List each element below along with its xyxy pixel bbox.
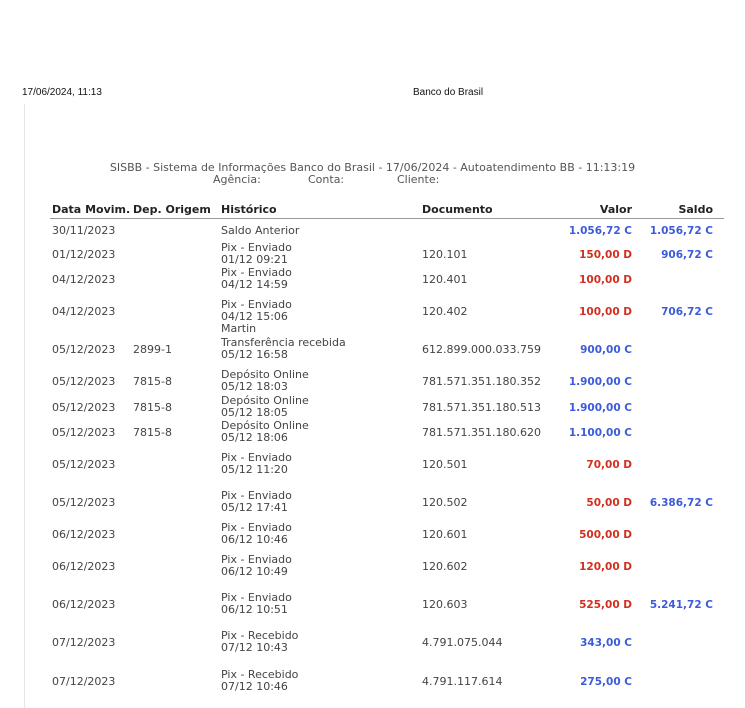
- cell-history-line: Pix - Enviado: [221, 489, 292, 502]
- cell-history-line: 07/12 10:46: [221, 680, 288, 693]
- cell-date: 06/12/2023: [52, 598, 116, 611]
- cell-document: 120.603: [422, 598, 468, 611]
- cell-history-line: Pix - Enviado: [221, 298, 292, 311]
- cell-date: 01/12/2023: [52, 248, 116, 261]
- cell-history-line: 06/12 10:49: [221, 565, 288, 578]
- cell-value: 150,00 D: [579, 249, 632, 261]
- cell-value: 1.900,00 C: [568, 376, 632, 388]
- cell-value: 70,00 D: [586, 459, 632, 471]
- cell-value: 275,00 C: [580, 676, 632, 688]
- cell-value: 1.100,00 C: [568, 427, 632, 439]
- cell-origin: 2899-1: [133, 343, 172, 356]
- cell-value: 500,00 D: [579, 529, 632, 541]
- cell-document: 120.601: [422, 528, 468, 541]
- cell-date: 30/11/2023: [52, 224, 116, 237]
- cell-balance: 906,72 C: [661, 249, 713, 261]
- col-header-balance: Saldo: [678, 203, 713, 216]
- cell-history-line: Depósito Online: [221, 394, 309, 407]
- cell-document: 612.899.000.033.759: [422, 343, 541, 356]
- col-header-value: Valor: [599, 203, 632, 216]
- cell-value: 1.056,72 C: [568, 225, 632, 237]
- cell-history-line: Saldo Anterior: [221, 224, 300, 237]
- cell-document: 120.101: [422, 248, 468, 261]
- cell-document: 120.401: [422, 273, 468, 286]
- col-header-date: Data Movim.: [52, 203, 131, 216]
- cell-value: 900,00 C: [580, 344, 632, 356]
- cell-history-line: 04/12 15:06: [221, 310, 288, 323]
- cell-history-line: Pix - Enviado: [221, 241, 292, 254]
- cell-date: 06/12/2023: [52, 560, 116, 573]
- cell-history-line: 06/12 10:46: [221, 533, 288, 546]
- cell-history-line: 05/12 16:58: [221, 348, 288, 361]
- cell-history-line: 05/12 18:03: [221, 380, 288, 393]
- cell-history-line: Pix - Enviado: [221, 521, 292, 534]
- browser-print-header: [0, 87, 745, 99]
- page-left-border: [24, 104, 25, 708]
- report-header: [0, 161, 745, 186]
- cell-history-line: Martin: [221, 322, 257, 335]
- cell-value: 50,00 D: [586, 497, 632, 509]
- conta-label: Conta:: [308, 173, 345, 186]
- cell-date: 05/12/2023: [52, 426, 116, 439]
- cell-history-line: Pix - Enviado: [221, 553, 292, 566]
- cell-origin: 7815-8: [133, 401, 172, 414]
- cell-date: 07/12/2023: [52, 675, 116, 688]
- cell-balance: 6.386,72 C: [649, 497, 713, 509]
- cell-date: 04/12/2023: [52, 273, 116, 286]
- cell-document: 120.402: [422, 305, 468, 318]
- cell-history-line: Depósito Online: [221, 368, 309, 381]
- report-title: SISBB - Sistema de Informações Banco do Brasil - 17/06/2024 - Autoatendimento BB - 11:13:19: [109, 161, 636, 174]
- cell-history-line: Transferência recebida: [221, 336, 346, 349]
- cell-date: 05/12/2023: [52, 375, 116, 388]
- cell-document: 120.602: [422, 560, 468, 573]
- cell-balance: 1.056,72 C: [649, 225, 713, 237]
- cell-history-line: 05/12 11:20: [221, 463, 288, 476]
- cell-value: 120,00 D: [579, 561, 632, 573]
- cell-value: 343,00 C: [580, 637, 632, 649]
- cell-history-line: 01/12 09:21: [221, 253, 288, 266]
- cell-value: 1.900,00 C: [568, 402, 632, 414]
- print-datetime: 17/06/2024, 11:13: [22, 87, 102, 98]
- cell-value: 525,00 D: [579, 599, 632, 611]
- cell-date: 05/12/2023: [52, 458, 116, 471]
- header-divider: [50, 218, 724, 219]
- cell-value: 100,00 D: [579, 306, 632, 318]
- cell-balance: 706,72 C: [661, 306, 713, 318]
- cell-date: 07/12/2023: [52, 636, 116, 649]
- cell-document: 781.571.351.180.513: [422, 401, 541, 414]
- cell-document: 781.571.351.180.352: [422, 375, 541, 388]
- cell-document: 781.571.351.180.620: [422, 426, 541, 439]
- cell-history-line: 05/12 17:41: [221, 501, 288, 514]
- cell-history-line: 06/12 10:51: [221, 603, 288, 616]
- cell-history-line: 04/12 14:59: [221, 278, 288, 291]
- cell-history-line: 07/12 10:43: [221, 641, 288, 654]
- col-header-history: Histórico: [221, 203, 277, 216]
- cell-history-line: Pix - Recebido: [221, 668, 299, 681]
- cell-date: 06/12/2023: [52, 528, 116, 541]
- cell-document: 120.502: [422, 496, 468, 509]
- cell-history-line: 05/12 18:05: [221, 406, 288, 419]
- cell-date: 05/12/2023: [52, 496, 116, 509]
- cell-history-line: Pix - Enviado: [221, 591, 292, 604]
- cell-date: 04/12/2023: [52, 305, 116, 318]
- cell-origin: 7815-8: [133, 426, 172, 439]
- cell-value: 100,00 D: [579, 274, 632, 286]
- cell-history-line: 05/12 18:06: [221, 431, 288, 444]
- cell-origin: 7815-8: [133, 375, 172, 388]
- cell-date: 05/12/2023: [52, 343, 116, 356]
- cell-history-line: Depósito Online: [221, 419, 309, 432]
- col-header-document: Documento: [422, 203, 493, 216]
- print-page-title: Banco do Brasil: [413, 87, 484, 98]
- cell-history-line: Pix - Enviado: [221, 266, 292, 279]
- cell-history-line: Pix - Enviado: [221, 451, 292, 464]
- cell-document: 4.791.117.614: [422, 675, 503, 688]
- cell-document: 4.791.075.044: [422, 636, 503, 649]
- cell-date: 05/12/2023: [52, 401, 116, 414]
- agencia-label: Agência:: [213, 173, 261, 186]
- cliente-label: Cliente:: [397, 173, 440, 186]
- cell-document: 120.501: [422, 458, 468, 471]
- cell-balance: 5.241,72 C: [649, 599, 713, 611]
- col-header-origin: Dep. Origem: [133, 203, 211, 216]
- cell-history-line: Pix - Recebido: [221, 629, 299, 642]
